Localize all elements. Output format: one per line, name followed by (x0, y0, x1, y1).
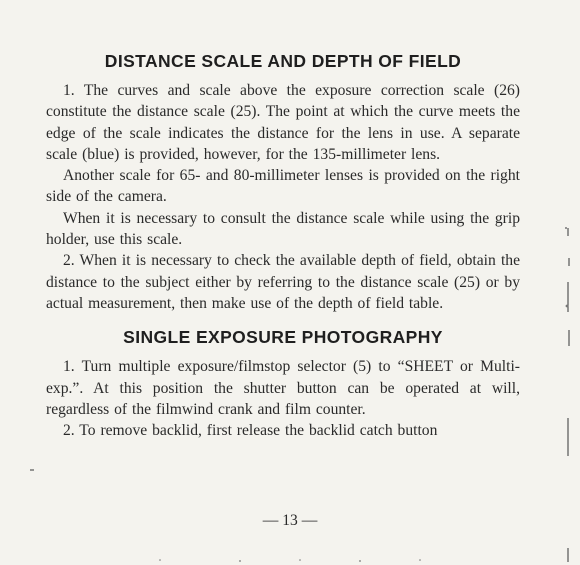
paragraph-exposure-2: 2. To remove backlid, first release the backlid catch button (63, 422, 438, 440)
section-heading-distance-scale: DISTANCE SCALE AND DEPTH OF FIELD (104, 51, 462, 71)
page-number: — 13 — (262, 512, 318, 529)
paragraph-distance-2: Another scale for 65- and 80-millimeter lenses is provided on the right side of the camera. (46, 167, 520, 206)
paragraph-distance-3: When it is necessary to consult the distance scale while using the grip holder, use this scale. (46, 209, 520, 249)
paragraph-distance-4: 2. When it is necessary to check the available depth of field, obtain the distance to the subject either by referring to the distance scale (25) or by actual measurement, then make use of the depth of field table. (46, 252, 520, 312)
paragraph-exposure-1: 1. Turn multiple exposure/filmstop selector (5) to “SHEET or Multi-exp.”. At this position the shutter button can be operated at will, regardless of the filmwind crank and film counter. (46, 358, 520, 418)
section-heading-single-exposure: SINGLE EXPOSURE PHOTOGRAPHY (123, 327, 443, 348)
manual-page (46, 50, 520, 441)
paragraph-distance-1: 1. The curves and scale above the exposure correction scale (26) constitute the distance scale (25). The point at which the curve meets the edge of the scale indicates the distance for the lens in use. A separate scale (blue) is provided, however, for the 135-millimeter lens. (46, 82, 520, 163)
